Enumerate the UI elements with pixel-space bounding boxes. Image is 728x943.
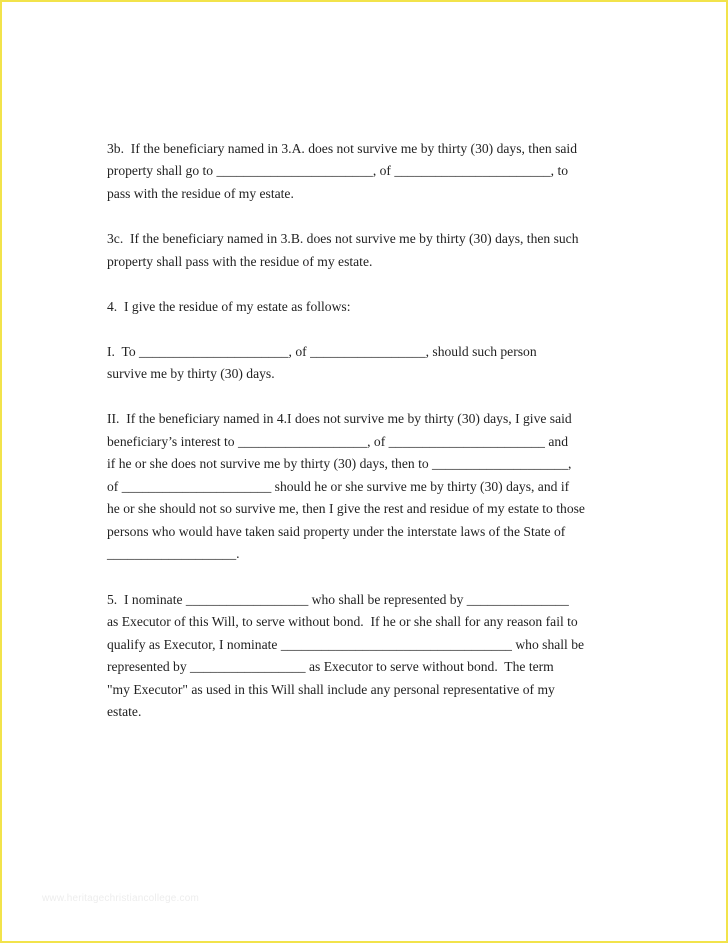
paragraph-5-line-3: qualify as Executor, I nominate __________________________________ who shall be xyxy=(107,637,585,652)
paragraph-3b-line-2: property shall go to _______________________, of _______________________, to xyxy=(107,163,569,178)
paragraph-3b-line-1: 3b. If the beneficiary named in 3.A. does not survive me by thirty (30) days, then said xyxy=(107,141,577,156)
paragraph-ii-line-2: beneficiary’s interest to ___________________, of _______________________ and xyxy=(107,434,568,449)
paragraph-ii-line-6: persons who would have taken said property under the interstate laws of the State of xyxy=(107,524,566,539)
paragraph-5-line-5: "my Executor" as used in this Will shall include any personal representative of my xyxy=(107,682,555,697)
paragraph-5-line-4: represented by _________________ as Executor to serve without bond. The term xyxy=(107,659,554,674)
paragraph-3c-line-2: property shall pass with the residue of my estate. xyxy=(107,254,373,269)
watermark-text: www.heritagechristiancollege.com xyxy=(42,893,200,904)
paragraph-3b-line-3: pass with the residue of my estate. xyxy=(107,186,294,201)
paragraph-5-line-1: 5. I nominate __________________ who shall be represented by _______________ xyxy=(107,592,569,607)
paragraph-5-line-6: estate. xyxy=(107,704,142,719)
paragraph-4-line-1: 4. I give the residue of my estate as follows: xyxy=(107,299,351,314)
paragraph-i-line-1: I. To ______________________, of _________________, should such person xyxy=(107,344,537,359)
paragraph-ii-line-3: if he or she does not survive me by thirty (30) days, then to ____________________, xyxy=(107,456,572,471)
paragraph-i-line-2: survive me by thirty (30) days. xyxy=(107,366,275,381)
paragraph-5-line-2: as Executor of this Will, to serve without bond. If he or she shall for any reason fail to xyxy=(107,614,578,629)
paragraph-ii-line-7: ___________________. xyxy=(107,546,240,561)
paragraph-ii-line-4: of ______________________ should he or she survive me by thirty (30) days, and if xyxy=(107,479,570,494)
paragraph-ii-line-1: II. If the beneficiary named in 4.I does not survive me by thirty (30) days, I give said xyxy=(107,411,572,426)
paragraph-3c-line-1: 3c. If the beneficiary named in 3.B. does not survive me by thirty (30) days, then such xyxy=(107,231,579,246)
paragraph-ii-line-5: he or she should not so survive me, then I give the rest and residue of my estate to those xyxy=(107,501,585,516)
